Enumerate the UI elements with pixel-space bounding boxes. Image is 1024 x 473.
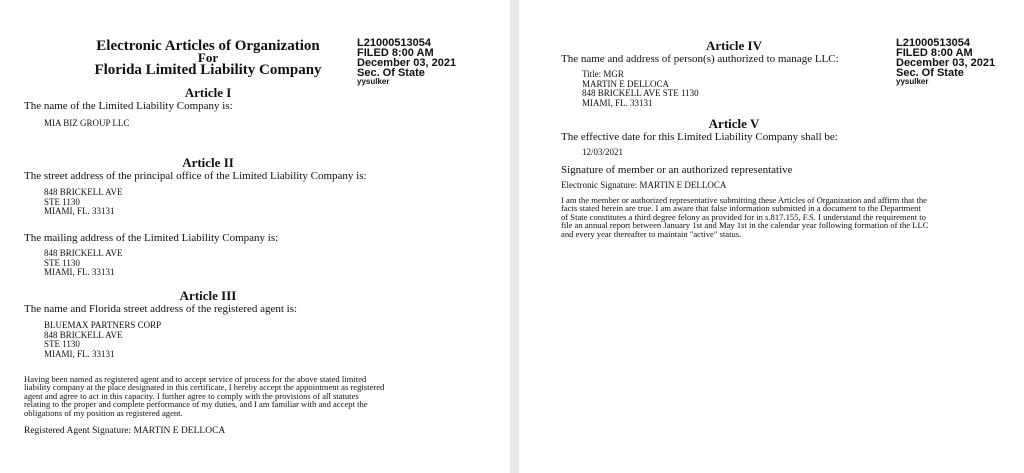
stamp-date: December 03, 2021 [896,57,996,69]
signature-label: Signature of member or an authorized representative [561,164,793,176]
acceptance-line: liability company at the place designated in this certificate, I hereby accept the appointment as registered [24,382,385,393]
acceptance-line: relating to the proper and complete performance of my duties, and I am familiar with and accept the [24,399,368,410]
article-4-heading: Article IV [706,38,762,53]
filing-stamp [357,38,456,86]
stamp-user: yysulker [896,77,929,86]
mailing-address-label: The mailing address of the Limited Liability Company is: [24,232,279,244]
manager-line: MIAMI, FL. 33131 [582,97,653,108]
company-name: MIA BIZ GROUP LLC [44,118,130,128]
affirmation-line: file an annual report between January 1st and May 1st in the calendar year following formation of the LLC [561,220,929,231]
stamp-sec: Sec. Of State [896,67,964,79]
principal-office-address [44,188,123,217]
registered-agent-signature: Registered Agent Signature: MARTIN E DELLOCA [24,426,226,436]
stamp-doc-number: L21000513054 [357,37,432,49]
mailing-address [44,249,123,278]
agent-line: 848 BRICKELL AVE [44,329,123,340]
document-title-line3: Florida Limited Liability Company [94,62,322,78]
article-3-heading: Article III [179,288,237,303]
electronic-signature: Electronic Signature: MARTIN E DELLOCA [561,180,727,190]
address-line: MIAMI, FL. 33131 [44,206,115,216]
manager-line: MARTIN E DELLOCA [582,78,669,89]
effective-date: 12/03/2021 [582,147,624,157]
affirmation-line: facts stated herein are true. I am aware that false information submitted in a document to the Department [561,203,921,214]
address-line: STE 1130 [44,196,80,207]
manager-line: 848 BRICKELL AVE STE 1130 [582,88,699,98]
manager-label: The name and address of person(s) authorized to manage LLC: [561,53,839,65]
registered-agent-label: The name and Florida street address of the registered agent is: [24,303,298,315]
article-1-heading: Article I [184,85,232,100]
stamp-user: yysulker [357,77,390,86]
article-2-heading: Article II [182,155,234,170]
acceptance-line: agent and agree to act in this capacity. I further agree to comply with the provisions of all statutes [24,390,359,401]
affirmation-text [561,196,1006,238]
agent-line: BLUEMAX PARTNERS CORP [44,320,162,330]
acceptance-line: obligations of my position as registered agent. [24,407,183,418]
manager-details [582,70,699,108]
affirmation-line: I am the member or authorized representative submitting these Articles of Organization and affirm that the [561,195,927,205]
stamp-sec: Sec. Of State [357,67,425,79]
document-title-line1: Electronic Articles of Organization [96,38,320,54]
document-page-1 [0,0,510,473]
effective-date-label: The effective date for this Limited Liability Company shall be: [561,131,838,143]
document-page-2 [519,0,1024,473]
stamp-filed: FILED 8:00 AM [357,47,434,59]
address-line: STE 1130 [44,257,80,268]
article-5-heading: Article V [708,116,760,131]
document-title-line2: For [197,50,219,65]
agent-line: STE 1130 [44,339,80,349]
manager-line: Title: MGR [582,69,624,79]
stamp-doc-number: L21000513054 [896,37,971,49]
affirmation-line: of State constitutes a third degree felony as provided for in s.817.155, F.S. I understand the requirement to [561,211,926,222]
address-line: MIAMI, FL. 33131 [44,267,115,277]
agent-acceptance-text [24,375,464,417]
filing-stamp [896,38,995,86]
stamp-date: December 03, 2021 [357,57,457,69]
affirmation-line: and every year thereafter to maintain "active" status. [561,228,742,239]
address-line: 848 BRICKELL AVE [44,187,123,197]
principal-office-label: The street address of the principal office of the Limited Liability Company is: [24,170,367,182]
registered-agent-address [44,321,161,359]
article-1-label: The name of the Limited Liability Company is: [24,100,233,112]
agent-line: MIAMI, FL. 33131 [44,348,115,359]
acceptance-line: Having been named as registered agent and to accept service of process for the above stated limited [24,374,367,384]
stamp-filed: FILED 8:00 AM [896,47,973,59]
address-line: 848 BRICKELL AVE [44,248,123,258]
